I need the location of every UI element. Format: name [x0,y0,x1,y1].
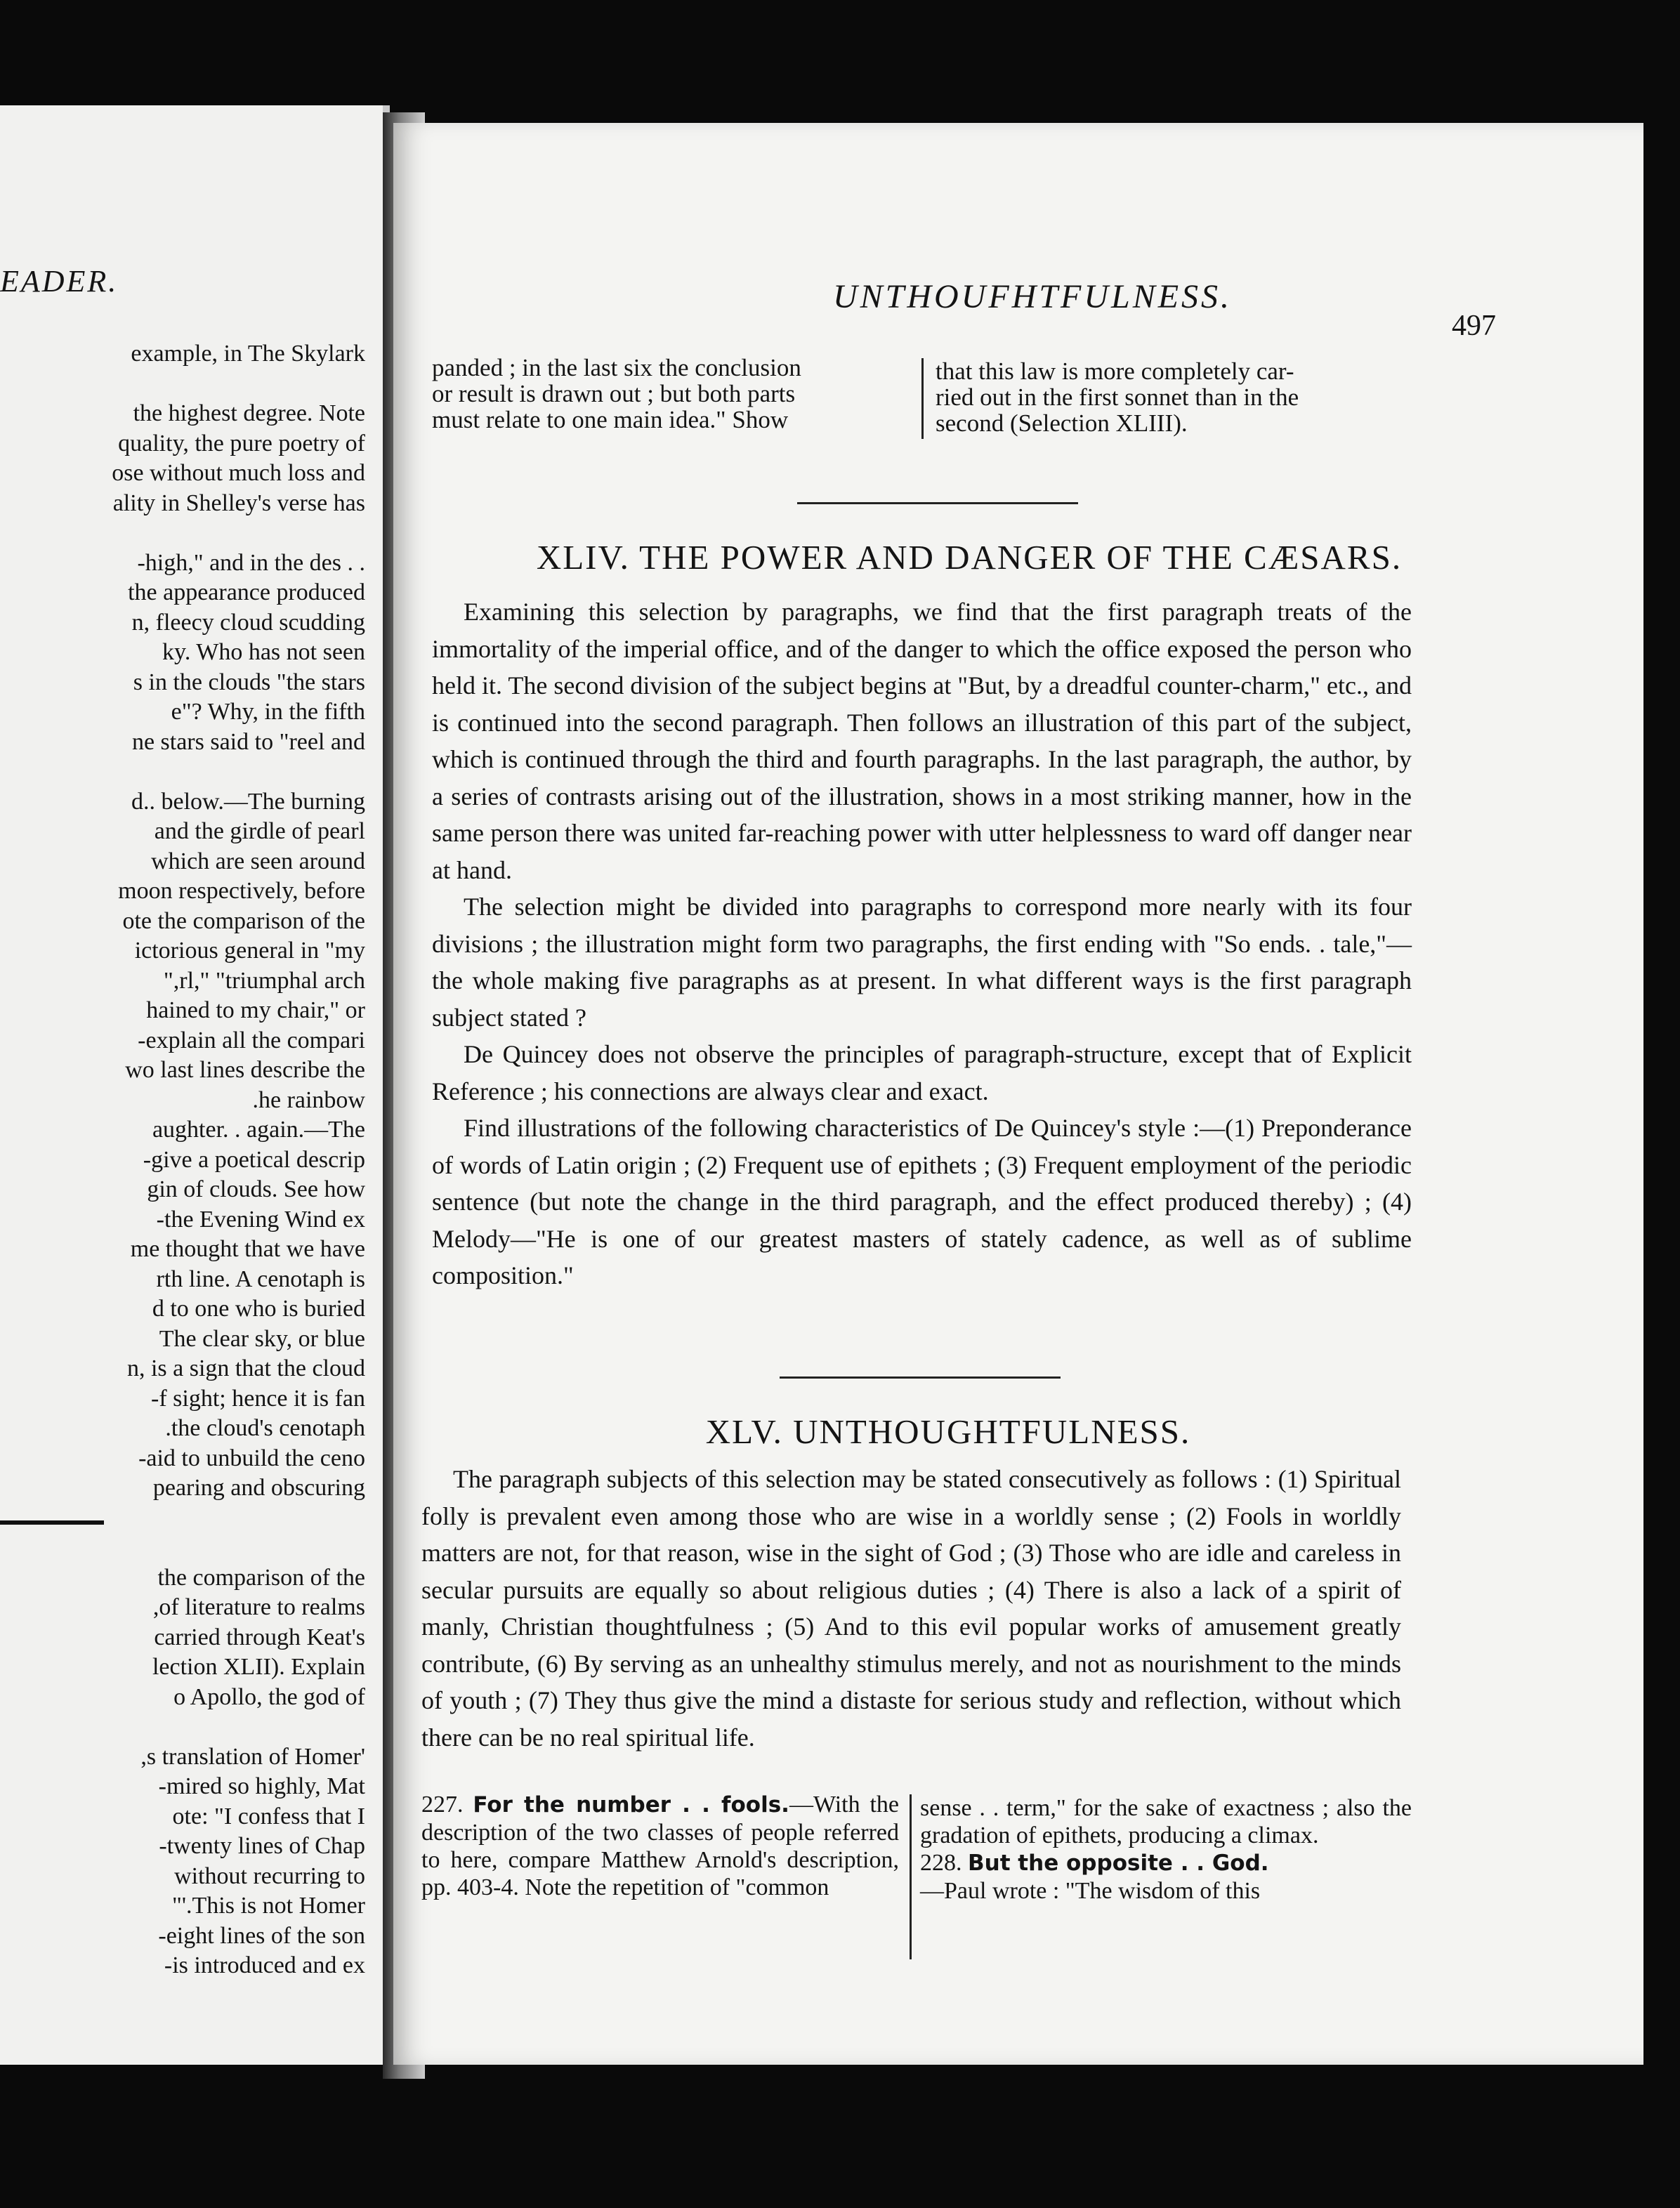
left-page-line: example, in The Skylark [131,341,365,367]
left-page-line: aid to unbuild the ceno- [138,1445,365,1471]
paragraph: De Quincey does not observe the principles of paragraph-structure, except that of Explicit Reference ; his connections are always clear and exact. [432,1040,1412,1105]
left-page-rule [0,1520,104,1525]
left-page-line: pearing and obscuring [152,1475,365,1501]
left-page-line: ose without much loss and [112,460,365,486]
left-page-line: gin of clouds. See how [147,1176,365,1202]
note-heading: For the number . . fools. [473,1792,789,1818]
left-page-line: the highest degree. Note [133,400,365,426]
left-page-line: hained to my chair," or [146,997,365,1023]
left-page-line: give a poetical descrip- [143,1146,365,1173]
left-page-line: s in the clouds "the stars [133,669,365,695]
left-page-line: lection XLII). Explain [152,1654,365,1680]
note-227 [421,1791,899,1901]
left-page-line: he rainbow. [252,1086,365,1113]
note-number: 227. [421,1792,464,1818]
left-page-line: n, fleecy cloud scudding [131,609,365,636]
left-page-line: the appearance produced [128,579,365,605]
left-page-line: This is not Homer.'" [172,1893,365,1919]
paragraph: The selection might be divided into paragraphs to correspond more nearly with its four divisions ; the illustration might form two paragraphs, the first ending with "So ends. . tale,"—the whole making five paragraphs as at present. In what different ways is the first paragraph subject stated ? [432,893,1412,1032]
paragraph: Examining this selection by paragraphs, we find that the first paragraph treats of the immortality of the imperial office, and of the danger to which the office exposed the person who held it. The second division of the subject begins at "But, by a dreadful counter-charm," etc., and is continued into the second paragraph. Then follows an illustration of this part of the subject, which is continued through the third and fourth paragraphs. In the last paragraph, the author, by a series of contrasts arising out of the illustration, shows in a most striking manner, how in the same person there was united far-reaching power with utter helplessness to ward off danger near at hand. [432,598,1412,884]
left-page-line: explain all the compari- [138,1027,365,1053]
section-45-title: XLV. UNTHOUGHTFULNESS. [705,1412,1191,1451]
left-page-line: moon respectively, before [118,878,365,904]
left-page-line: ne stars said to "reel and [131,728,365,755]
left-page-line: and the girdle of pearl [154,818,365,844]
top-note-left: panded ; in the last six the conclusion or result is drawn out ; but both parts must relate to one main idea." Show [432,354,801,433]
paragraph: Find illustrations of the following characteristics of De Quincey's style :—(1) Preponderance of words of Latin origin ; (2) Frequent use of epithets ; (3) Frequent employment of the periodic sentence (but note the change in the third paragraph, and the effect produced thereby) ; (4) Melody—"He is one of our greatest masters of stately cadence, as well as of sublime composition." [432,1114,1412,1289]
section-45-body [421,1461,1401,1756]
left-page-line: 's translation of Homer, [140,1743,365,1770]
left-page-line: eight lines of the son- [158,1922,365,1949]
left-page-line: ality in Shelley's verse has [112,489,365,516]
left-page-line: ote the comparison of the [122,907,365,934]
left-page-line: d to one who is buried [152,1296,365,1322]
section-rule-2 [780,1376,1061,1379]
note-number: 228. [920,1850,962,1876]
section-44-title: XLIV. THE POWER AND DANGER OF THE CÆSARS. [536,538,1403,577]
left-page-line: which are seen around [151,848,365,874]
right-page [393,123,1643,2065]
left-page-line: aughter. . again.—The [152,1117,365,1143]
left-page-line: carried through Keat's [154,1624,365,1650]
note-heading: But the opposite . . God. [968,1851,1269,1876]
left-page-line: ky. Who has not seen [162,639,365,665]
section-44-body [432,593,1412,1294]
note-227-continued [920,1794,1412,1905]
top-column-divider [921,358,924,439]
left-page-line: without recurring to [174,1862,365,1889]
running-title: UNTHOUFHTFULNESS. [832,278,1233,315]
left-page-line: ictorious general in "my [134,938,365,964]
left-page-line: n, is a sign that the cloud [126,1355,365,1381]
left-page-line: ote: "I confess that I [172,1803,365,1829]
left-page-line: quality, the pure poetry of [118,430,365,456]
page-number: 497 [1452,310,1496,342]
note-text: —With the description of the two classes of people referred to here, compare Matthew Arnold's description, pp. 403-4. Note the repetition of "common [421,1792,899,1900]
note-text: sense . . term," for the sake of exactness ; also the gradation of epithets, producing a climax. [920,1795,1412,1848]
left-running-head: EADER. [0,264,119,298]
bottom-column-divider [910,1794,912,1959]
left-page-line: o Apollo, the god of [173,1683,365,1710]
left-page-line: f sight; hence it is fan- [151,1385,365,1412]
paragraph: The paragraph subjects of this selection may be stated consecutively as follows : (1) Spiritual folly is prevalent even among those who are wise in a worldly sense ; (2) Fools in worldly matters are not, for that reason, wise in the sight of God ; (3) Those who are idle and careless in secular pursuits are equally so about religious duties ; (4) There is also a lack of a spirit of manly, Christian thoughtfulness ; (5) And to this evil popular works of amusement greatly contribute, (6) By serving as an unhealthy stimulus merely, and not as nourishment to the minds of youth ; (7) They thus give the mind a distaste for serious study and reflection, without which there can be no real spiritual life. [421,1465,1401,1752]
left-page-line: the cloud's cenotaph. [165,1415,365,1441]
left-page-fragment [0,105,390,2065]
left-page-line: me thought that we have [130,1236,365,1262]
left-page-line: mired so highly, Mat- [158,1773,365,1799]
left-page-line: rl," "triumphal arch," [163,967,365,994]
left-page-line: . . high," and in the des- [137,549,365,576]
left-page-line: is introduced and ex- [164,1952,365,1978]
left-page-line: The clear sky, or blue [159,1325,365,1352]
left-page-line: of literature to realms, [152,1594,365,1620]
left-page-line: twenty lines of Chap- [159,1833,365,1859]
section-rule-1 [797,502,1078,504]
top-note-right: that this law is more completely car- ried out in the first sonnet than in the second (Selection XLIII). [936,357,1299,437]
left-page-line: rth line. A cenotaph is [156,1266,365,1292]
left-page-line: the Evening Wind ex- [156,1206,365,1233]
left-page-line: e"? Why, in the fifth [171,699,365,725]
left-page-line: wo last lines describe the [125,1057,365,1083]
note-text: —Paul wrote : "The wisdom of this [920,1878,1261,1904]
left-page-line: d.. below.—The burning [131,788,365,815]
left-page-line: the comparison of the [157,1564,365,1591]
